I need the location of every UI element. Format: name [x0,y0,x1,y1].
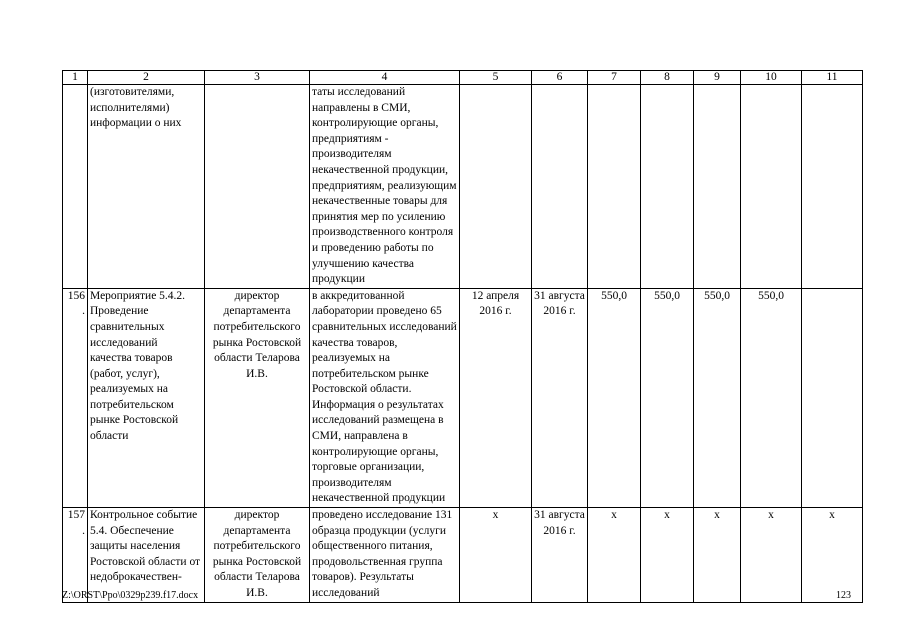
value-col-10: 550,0 [741,288,802,507]
value-col-11 [802,85,863,289]
value-col-10 [741,85,802,289]
responsible-executor [205,85,310,289]
value-col-9 [694,85,741,289]
header-cell: 4 [310,71,460,85]
value-col-8 [641,85,694,289]
value-col-7: х [588,508,641,603]
header-cell: 7 [588,71,641,85]
header-cell: 11 [802,71,863,85]
header-row [63,71,863,85]
report-table [62,70,863,603]
header-cell: 3 [205,71,310,85]
page-number: 123 [836,590,851,601]
event-name: Контрольное событие 5.4. Обеспечение защиты населения Ростовской области от недоброкачествен- [88,508,205,603]
value-col-9: 550,0 [694,288,741,507]
value-col-10: х [741,508,802,603]
result-text: проведено исследование 131 образца продукции (услуги общественного питания, продовольственная группа товаров). Результаты исследований [310,508,460,603]
header-cell: 6 [532,71,588,85]
end-date: 31 августа 2016 г. [532,508,588,603]
header-cell: 10 [741,71,802,85]
end-date: 31 августа 2016 г. [532,288,588,507]
start-date [460,85,532,289]
event-name: Мероприятие 5.4.2. Проведение сравнительных исследований качества товаров (работ, услуг), реализуемых на потребительском рынке Ростовской области [88,288,205,507]
value-col-11 [802,288,863,507]
value-col-8: х [641,508,694,603]
start-date: 12 апреля 2016 г. [460,288,532,507]
event-name: (изготовителями, исполнителями) информации о них [88,85,205,289]
row-number: 156. [63,288,88,507]
header-cell: 2 [88,71,205,85]
result-text: в аккредитованной лаборатории проведено 65 сравнительных исследований качества товаров, реализуемых на потребительском рынке Ростовской области. Информация о результатах исследований размещена в СМИ, направлена в контролирующие органы, торговые организации, производителям некачественной продукции [310,288,460,507]
value-col-9: х [694,508,741,603]
footer-file-path: Z:\ORST\Ppo\0329p239.f17.docx [62,590,199,601]
value-col-7 [588,85,641,289]
start-date: х [460,508,532,603]
value-col-7: 550,0 [588,288,641,507]
table-row [63,288,863,507]
header-cell: 1 [63,71,88,85]
end-date [532,85,588,289]
responsible-executor: директор департамента потребительского рынка Ростовской области Теларова И.В. [205,288,310,507]
row-number [63,85,88,289]
table-row [63,85,863,289]
value-col-8: 550,0 [641,288,694,507]
responsible-executor: директор департамента потребительского рынка Ростовской области Теларова И.В. [205,508,310,603]
result-text: таты исследований направлены в СМИ, контролирующие органы, предприятиям - производителям некачественной продукции, предприятиям, реализующим некачественные товары для принятия мер по усилению производственного контроля и проведению работы по улучшению качества продукции [310,85,460,289]
header-cell: 8 [641,71,694,85]
header-cell: 9 [694,71,741,85]
table-row [63,508,863,603]
row-number: 157. [63,508,88,603]
header-cell: 5 [460,71,532,85]
value-col-11: х [802,508,863,603]
